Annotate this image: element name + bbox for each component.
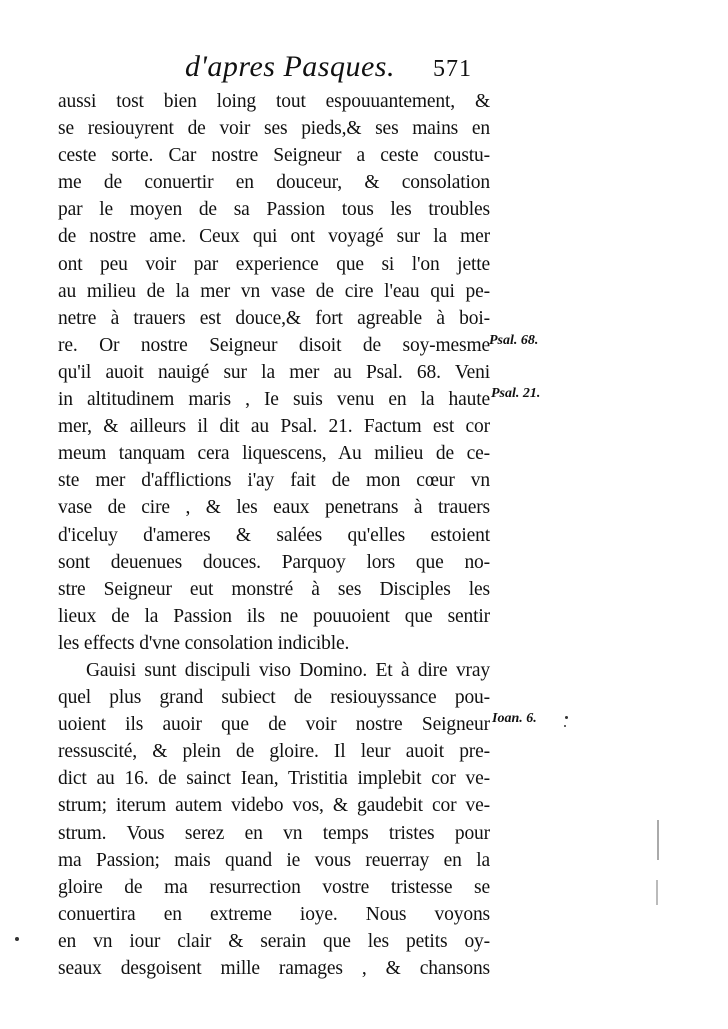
text-line: stre Seigneur eut monstré à ses Disciples les bbox=[58, 578, 490, 600]
text-line: ceste sorte. Car nostre Seigneur a ceste coustu- bbox=[58, 145, 490, 167]
ink-speck bbox=[564, 725, 566, 727]
marginal-note-psal-21: Psal. 21. bbox=[491, 386, 541, 401]
text-line: ma Passion; mais quand ie vous reuerray en la bbox=[58, 849, 490, 871]
text-line: Gauisi sunt discipuli viso Domino. Et à dire vray bbox=[86, 659, 490, 681]
text-line: les effects d'vne consolation indicible. bbox=[58, 632, 350, 654]
text-line: vase de cire , & les eaux penetrans à trauers bbox=[58, 497, 490, 519]
text-line: aussi tost bien loing tout espouuantement, & bbox=[58, 91, 490, 112]
marginal-note-ioan-6: Ioan. 6. bbox=[492, 711, 537, 726]
text-line: meum tanquam cera liquescens, Au milieu de ce- bbox=[58, 443, 490, 465]
text-line: ont peu voir par experience que si l'on jette bbox=[58, 253, 490, 275]
text-line: en vn iour clair & serain que les petits oy- bbox=[58, 930, 490, 952]
text-line: re. Or nostre Seigneur disoit de soy-mesme bbox=[58, 334, 490, 356]
body-text bbox=[58, 88, 490, 982]
text-line: lieux de la Passion ils ne pouuoient que sentir bbox=[58, 605, 490, 627]
text-line: d'iceluy d'ameres & salées qu'elles estoient bbox=[58, 524, 490, 546]
ink-speck bbox=[15, 937, 19, 941]
text-line: ste mer d'afflictions i'ay fait de mon cœur vn bbox=[58, 470, 490, 492]
text-line: netre à trauers est douce,& fort agreable à boi- bbox=[58, 307, 490, 329]
text-line: quel plus grand subiect de resiouyssance pou- bbox=[58, 687, 490, 709]
running-head: d'apres Pasques. bbox=[185, 50, 395, 83]
text-line: au milieu de la mer vn vase de cire l'eau qui pe- bbox=[58, 280, 490, 302]
text-line: se resiouyrent de voir ses pieds,& ses mains en bbox=[58, 118, 490, 140]
marginal-note-psal-68: Psal. 68. bbox=[489, 333, 539, 348]
ink-speck bbox=[565, 716, 568, 719]
text-line: gloire de ma resurrection vostre tristesse se bbox=[58, 876, 490, 898]
text-line: dict au 16. de sainct Iean, Tristitia implebit cor ve- bbox=[58, 768, 490, 790]
text-line: strum; iterum autem videbo vos, & gaudebit cor ve- bbox=[58, 795, 490, 817]
text-line: par le moyen de sa Passion tous les troubles bbox=[58, 199, 490, 221]
text-line: strum. Vous serez en vn temps tristes pour bbox=[58, 822, 490, 844]
page-header bbox=[185, 50, 485, 90]
text-line: seaux desgoisent mille ramages , & chansons bbox=[58, 958, 490, 979]
page-number: 571 bbox=[433, 56, 472, 82]
page-edge-mark bbox=[656, 880, 658, 905]
text-line: conuertira en extreme ioye. Nous voyons bbox=[58, 903, 490, 925]
text-line: uoient ils auoir que de voir nostre Seigneur bbox=[58, 714, 490, 736]
text-line: in altitudinem maris , Ie suis venu en la haute bbox=[58, 389, 490, 411]
text-line: sont deuenues douces. Parquoy lors que no- bbox=[58, 551, 490, 573]
text-line: de nostre ame. Ceux qui ont voyagé sur la mer bbox=[58, 226, 490, 248]
text-line: me de conuertir en douceur, & consolation bbox=[58, 172, 490, 194]
text-line: ressuscité, & plein de gloire. Il leur auoit pre- bbox=[58, 741, 490, 763]
page-edge-mark bbox=[657, 820, 659, 860]
text-line: mer, & ailleurs il dit au Psal. 21. Factum est cor bbox=[58, 416, 490, 438]
text-line: qu'il auoit nauigé sur la mer au Psal. 68. Veni bbox=[58, 361, 490, 383]
